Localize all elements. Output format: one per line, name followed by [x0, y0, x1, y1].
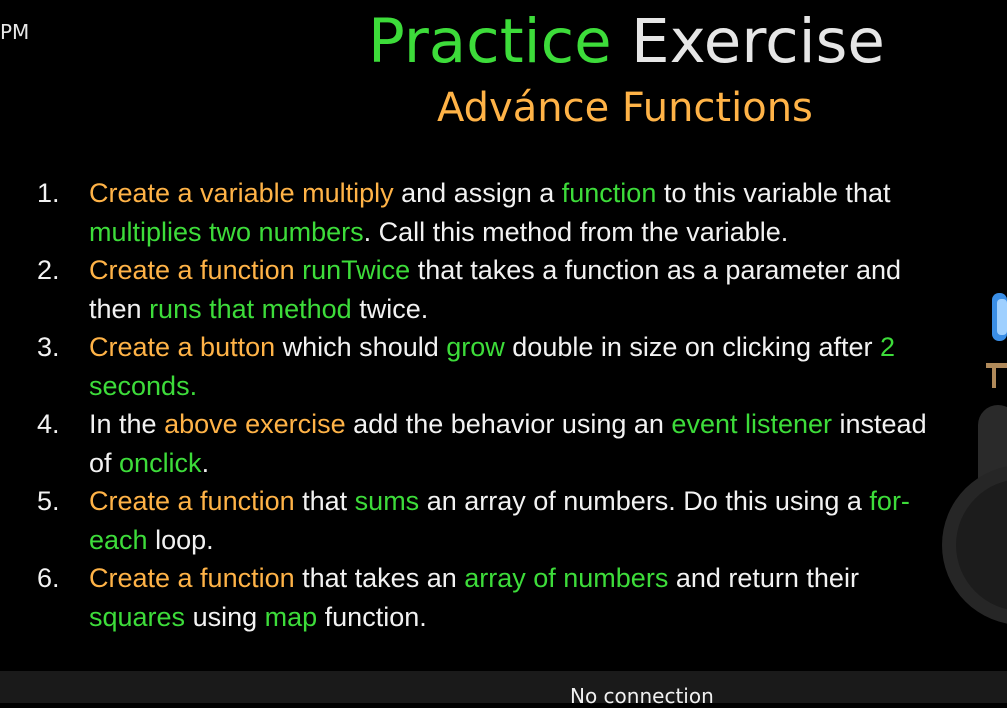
item-text-segment: to this variable that: [656, 178, 891, 208]
item-text-segment: Create a function: [89, 486, 295, 516]
item-text-segment: an array of numbers. Do this using a: [419, 486, 870, 516]
exercise-item: [0, 405, 929, 482]
item-text-segment: array of numbers: [464, 563, 669, 593]
item-text-segment: and assign a: [393, 178, 562, 208]
item-number: 2.: [37, 255, 60, 285]
slide-subtitle: Advánce Functions: [437, 85, 813, 131]
item-text-segment: 2 seconds.: [89, 332, 896, 401]
item-text-segment: function: [561, 178, 657, 208]
clock-partial: PM: [0, 20, 30, 44]
status-bar: [0, 671, 1007, 708]
item-text-segment: that takes an: [294, 563, 465, 593]
presenter-video: [940, 285, 1007, 671]
item-number: 6.: [37, 563, 60, 593]
item-text-segment: event listener: [671, 409, 833, 439]
item-text-segment: instead of: [89, 409, 927, 478]
item-number: 5.: [37, 486, 60, 516]
item-text-segment: squares: [89, 601, 186, 632]
item-number: 3.: [37, 332, 60, 362]
item-text-segment: function.: [317, 601, 427, 632]
item-text-segment: onclick: [119, 447, 202, 478]
item-text-segment: multiplies two numbers: [89, 216, 364, 247]
item-text-segment: map: [264, 601, 318, 632]
item-text-segment: for-each: [89, 486, 910, 555]
item-text-segment: above exercise: [164, 409, 346, 439]
item-text-segment: Create a function: [89, 563, 295, 593]
item-text-segment: using: [185, 601, 265, 632]
item-text-segment: Create a function: [89, 255, 303, 285]
item-text-segment: grow: [446, 332, 505, 362]
item-text-segment: that takes a function as a parameter and then: [89, 255, 901, 324]
item-text-segment: runs that method: [149, 293, 352, 324]
item-text-segment: . Call this method from the variable.: [363, 216, 789, 247]
exercise-item: [0, 174, 929, 251]
exercise-item: [0, 328, 929, 405]
item-text-segment: In the: [89, 409, 165, 439]
item-text-segment: loop.: [147, 524, 214, 555]
exercise-item: [0, 251, 929, 328]
exercise-item: [0, 559, 929, 636]
item-text-segment: that: [294, 486, 355, 516]
item-text-segment: twice.: [351, 293, 429, 324]
item-text-segment: Create a variable multiply: [89, 178, 394, 208]
title-exercise: Exercise: [631, 6, 885, 77]
item-text-segment: add the behavior using an: [345, 409, 672, 439]
item-text-segment: which should: [275, 332, 447, 362]
item-text-segment: .: [201, 447, 210, 478]
title-practice: Practice: [368, 6, 612, 77]
item-number: 1.: [37, 178, 60, 208]
slide-title: [368, 2, 885, 82]
item-number: 4.: [37, 409, 60, 439]
connection-status: No connection: [570, 684, 714, 708]
exercise-item: [0, 482, 929, 559]
item-text-segment: and return their: [668, 563, 859, 593]
item-text-segment: Create a button: [89, 332, 276, 362]
exercise-list: [0, 174, 929, 636]
item-text-segment: double in size on clicking after: [504, 332, 880, 362]
item-text-segment: runTwice: [302, 255, 411, 285]
item-text-segment: sums: [354, 486, 420, 516]
